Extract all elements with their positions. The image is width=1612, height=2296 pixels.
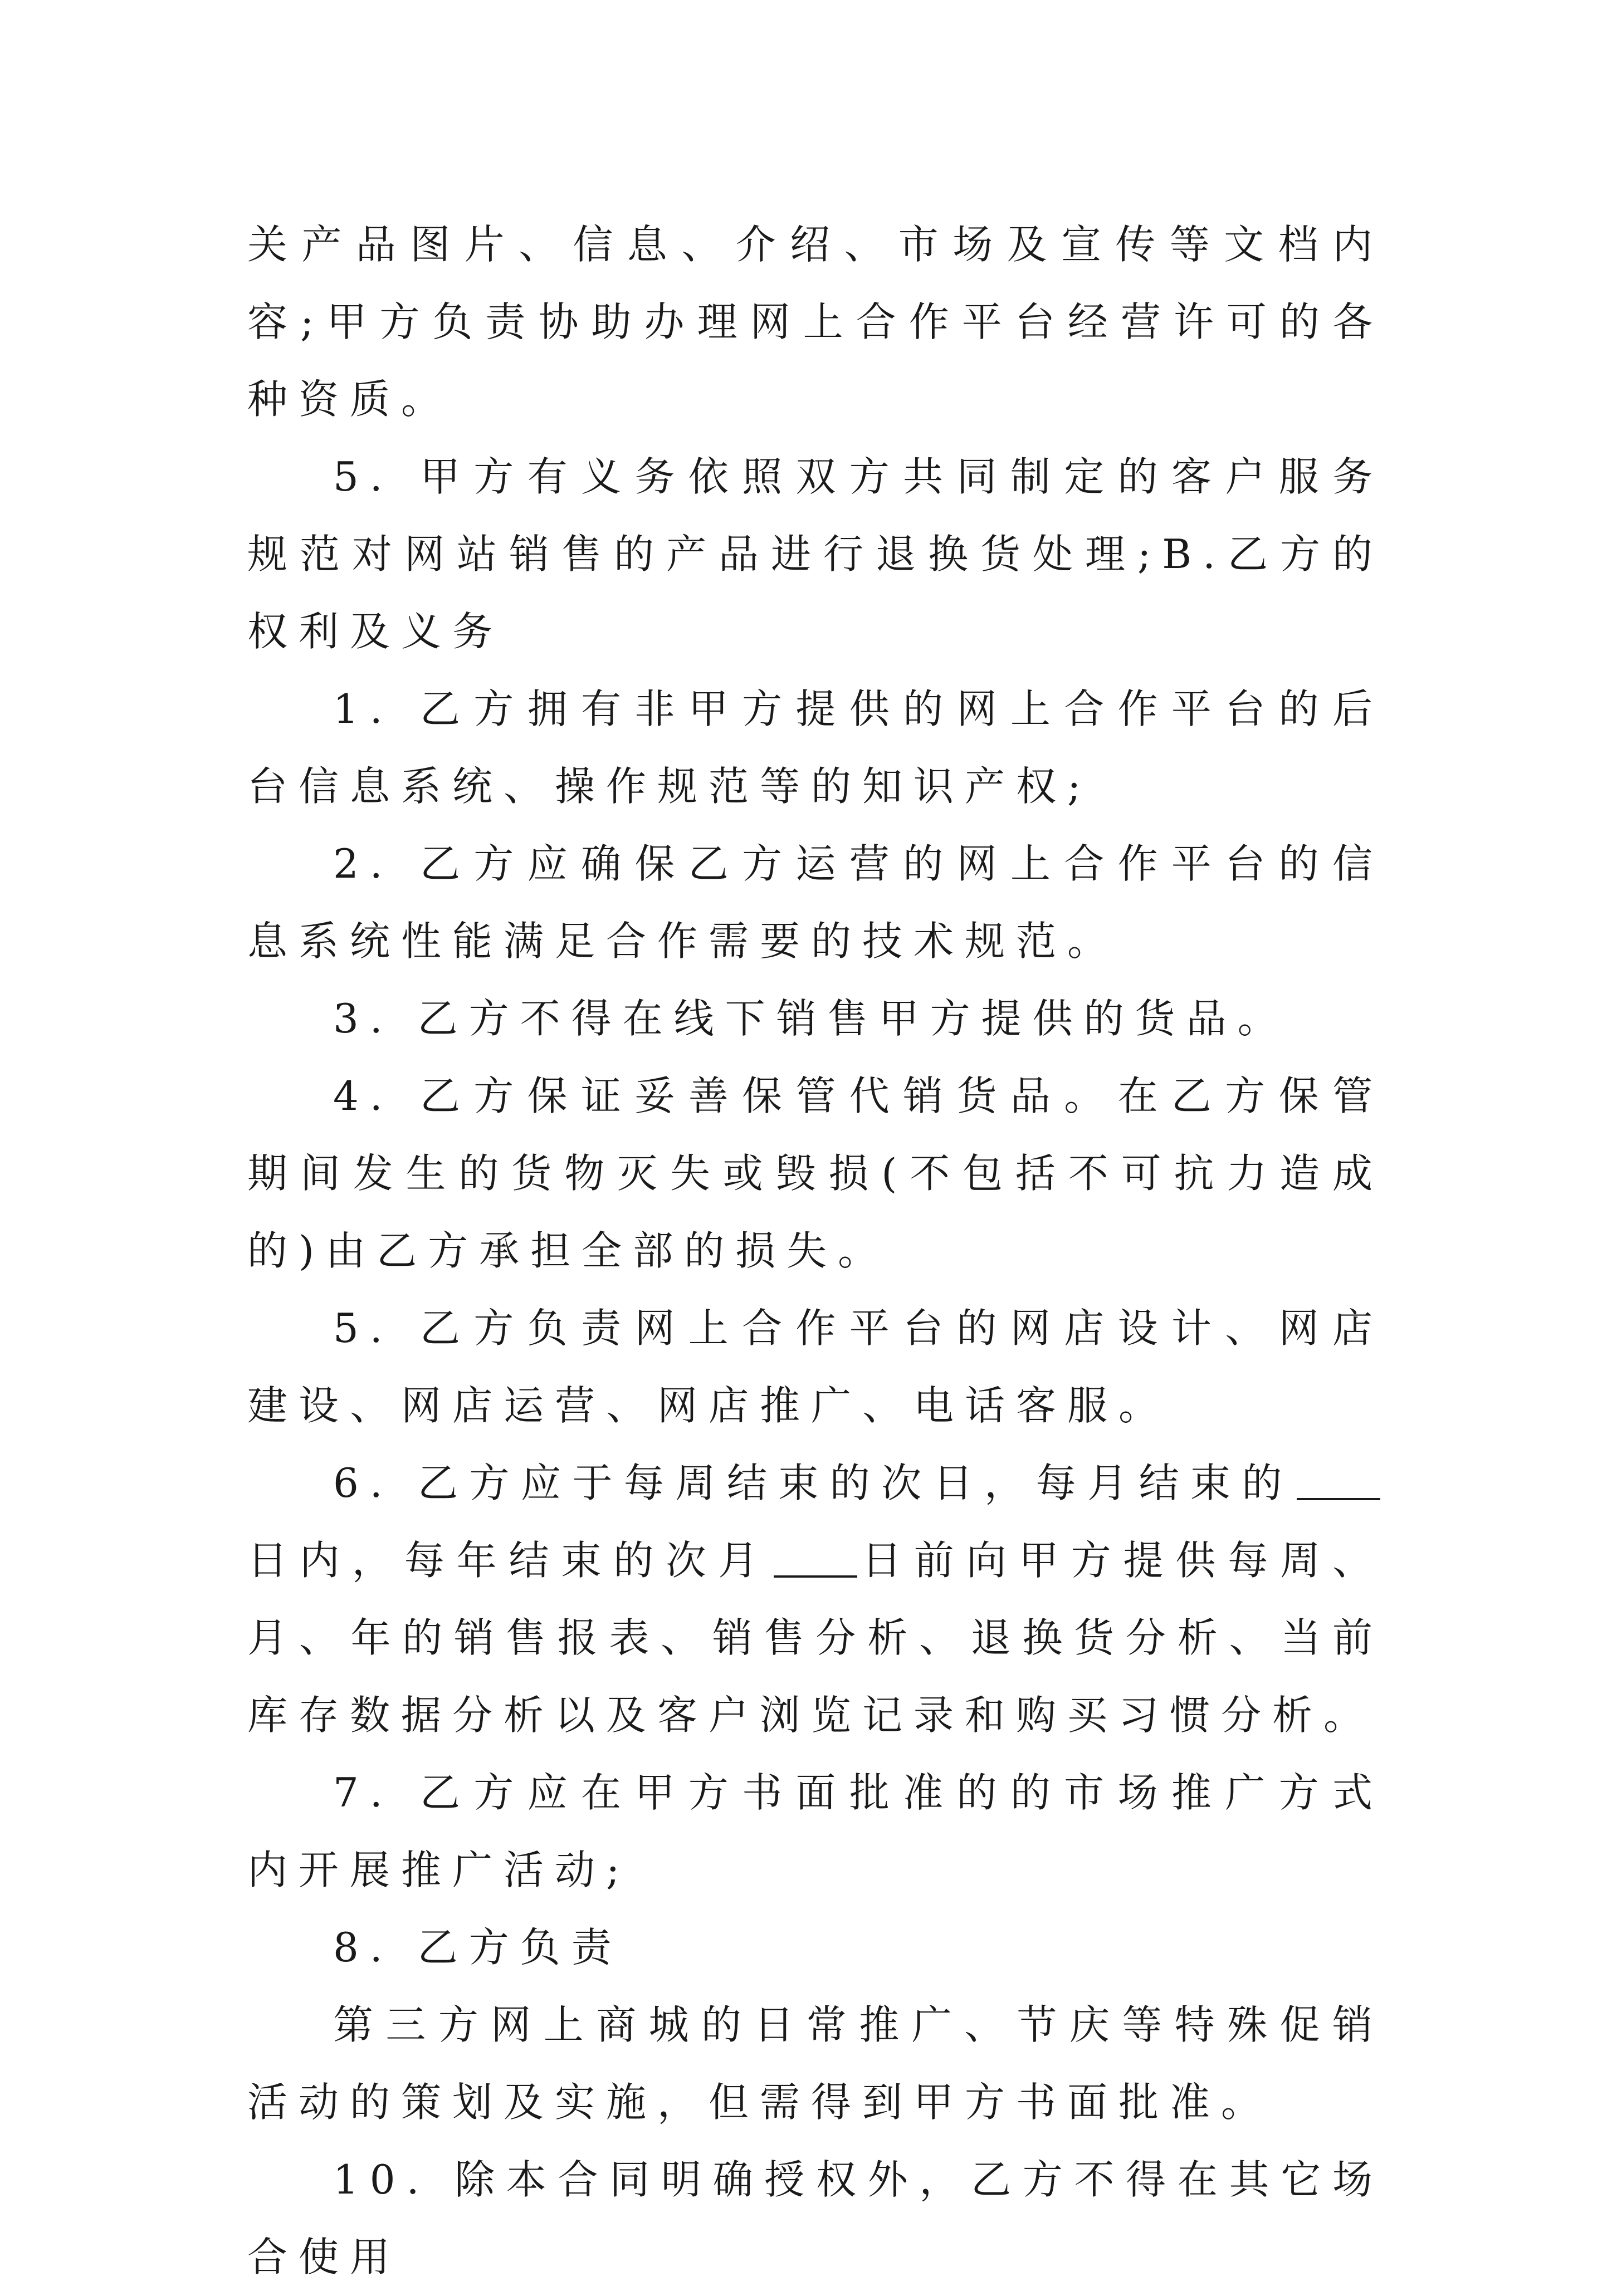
clause-b3-no-offline-sales: 3. 乙方不得在线下销售甲方提供的货品。	[333, 995, 1289, 1042]
clause-b1-ip-rights: 1. 乙方拥有非甲方提供的网上合作平台的后台信息系统、操作规范等的知识产权;	[247, 686, 1384, 810]
clause-b6-part-1: 6. 乙方应于每周结束的次日，每月结束的	[333, 1460, 1293, 1506]
clause-b8-responsibility: 8. 乙方负责	[333, 1924, 623, 1971]
clause-b6-part-2: 日内，每年结束的次月	[247, 1537, 770, 1584]
clause-b6-part-3: 日前向甲方提供每周、月、年的销售报表、销售分析、退换货分析、当前库存数据分析以及客户浏览记录和购买习惯分析。	[247, 1537, 1384, 1739]
clause-b2-system-performance: 2. 乙方应确保乙方运营的网上合作平台的信息系统性能满足合作需要的技术规范。	[247, 840, 1384, 965]
clause-b10-authorization: 10. 除本合同明确授权外，乙方不得在其它场合使用	[247, 2156, 1384, 2280]
clause-b7-promotion: 7. 乙方应在甲方书面批准的的市场推广方式内开展推广活动;	[247, 1769, 1384, 1893]
clause-b5-store-operations: 5. 乙方负责网上合作平台的网店设计、网店建设、网店运营、网店推广、电话客服。	[247, 1305, 1384, 1429]
clause-b8-continuation: 第三方网上商城的日常推广、节庆等特殊促销活动的策划及实施，但需得到甲方书面批准。	[247, 2001, 1384, 2126]
fill-in-blank-days	[1297, 1459, 1380, 1500]
paragraph-party-a-documents: 关产品图片、信息、介绍、市场及宣传等文档内容;甲方负责协助办理网上合作平台经营许可的各种资质。	[247, 221, 1384, 423]
clause-b6-sales-reports	[247, 1445, 1384, 1754]
fill-in-blank-date	[774, 1536, 857, 1578]
clause-a5-returns: 5. 甲方有义务依照双方共同制定的客户服务规范对网站销售的产品进行退换货处理;B.乙方的权利及义务	[247, 453, 1384, 655]
contract-text-body	[247, 206, 1384, 2296]
clause-b4-custody: 4. 乙方保证妥善保管代销货品。在乙方保管期间发生的货物灭失或毁损(不包括不可抗力造成的)由乙方承担全部的损失。	[247, 1073, 1384, 1274]
